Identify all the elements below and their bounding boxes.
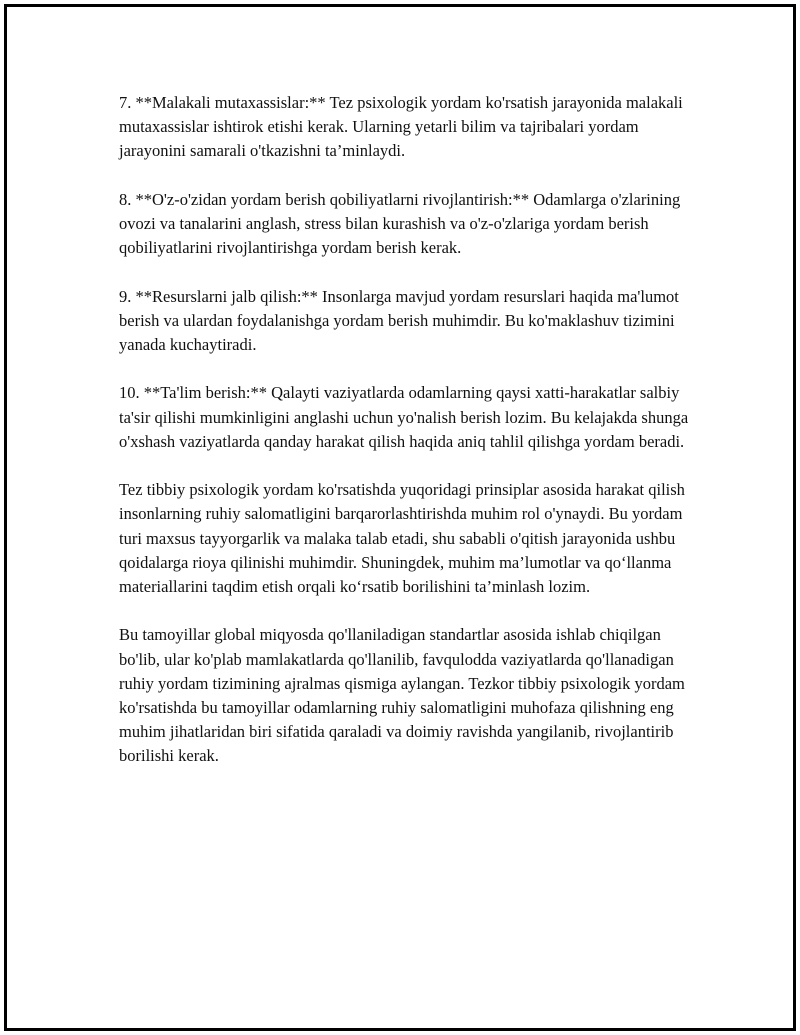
paragraph-conclusion: Bu tamoyillar global miqyosda qo'llaniladigan standartlar asosida ishlab chiqilgan bo'lib, ular ko'plab mamlakatlarda qo'llanilib, favqulodda vaziyatlarda qo'llanadigan ruhiy yordam tizimining ajralmas qismiga aylangan. Tezkor tibbiy psixologik yordam ko'rsatishda bu tamoyillar odamlarning ruhiy salomatligini muhofaza qilishning eng muhim jihatlaridan biri sifatida qaraladi va doimiy ravishda yangilanib, rivojlantirib borilishi kerak. (119, 625, 685, 766)
paragraph-item-9: 9. **Resurslarni jalb qilish:** Insonlarga mavjud yordam resurslari haqida ma'lumot berish va ulardan foydalanishga yordam berish muhimdir. Bu ko'maklashuv tizimini yanada kuchaytiradi. (119, 286, 679, 354)
paragraph-item-7: 7. **Malakali mutaxassislar:** Tez psixologik yordam ko'rsatish jarayonida malakali mutaxassislar ishtirok etishi kerak. Ularning yetarli bilim va tajribalari yordam jarayonini samarali o'tkazishni ta’minlaydi. (119, 93, 683, 161)
paragraph-item-10: 10. **Ta'lim berish:** Qalayti vaziyatlarda odamlarning qaysi xatti-harakatlar salbiy ta'sir qilishi mumkinligini anglashi uchun yo'nalish berish lozim. Bu kelajakda shunga o'xshash vaziyatlarda qanday harakat qilish haqida aniq tahlil qilishga yordam beradi. (119, 383, 689, 451)
paragraph-item-8: 8. **O'z-o'zidan yordam berish qobiliyatlarni rivojlantirish:** Odamlarga o'zlarining ovozi va tanalarini anglash, stress bilan kurashish va o'z-o'zlariga yordam berish qobiliyatlarini rivojlantirishga yordam berish kerak. (119, 189, 681, 258)
document-body (119, 91, 699, 793)
paragraph-summary: Tez tibbiy psixologik yordam ko'rsatishda yuqoridagi prinsiplar asosida harakat qilish insonlarning ruhiy salomatligini barqarorlashtirishda muhim rol o'ynaydi. Bu yordam turi maxsus tayyorgarlik va malaka talab etadi, shu sababli o'qitish jarayonida ushbu qoidalarga rioya qilinishi muhimdir. Shuningdek, muhim ma’lumotlar va qo‘llanma materiallarini taqdim etish orqali ko‘rsatib borilishini ta’minlash lozim. (119, 480, 685, 596)
page-frame (4, 4, 796, 1031)
